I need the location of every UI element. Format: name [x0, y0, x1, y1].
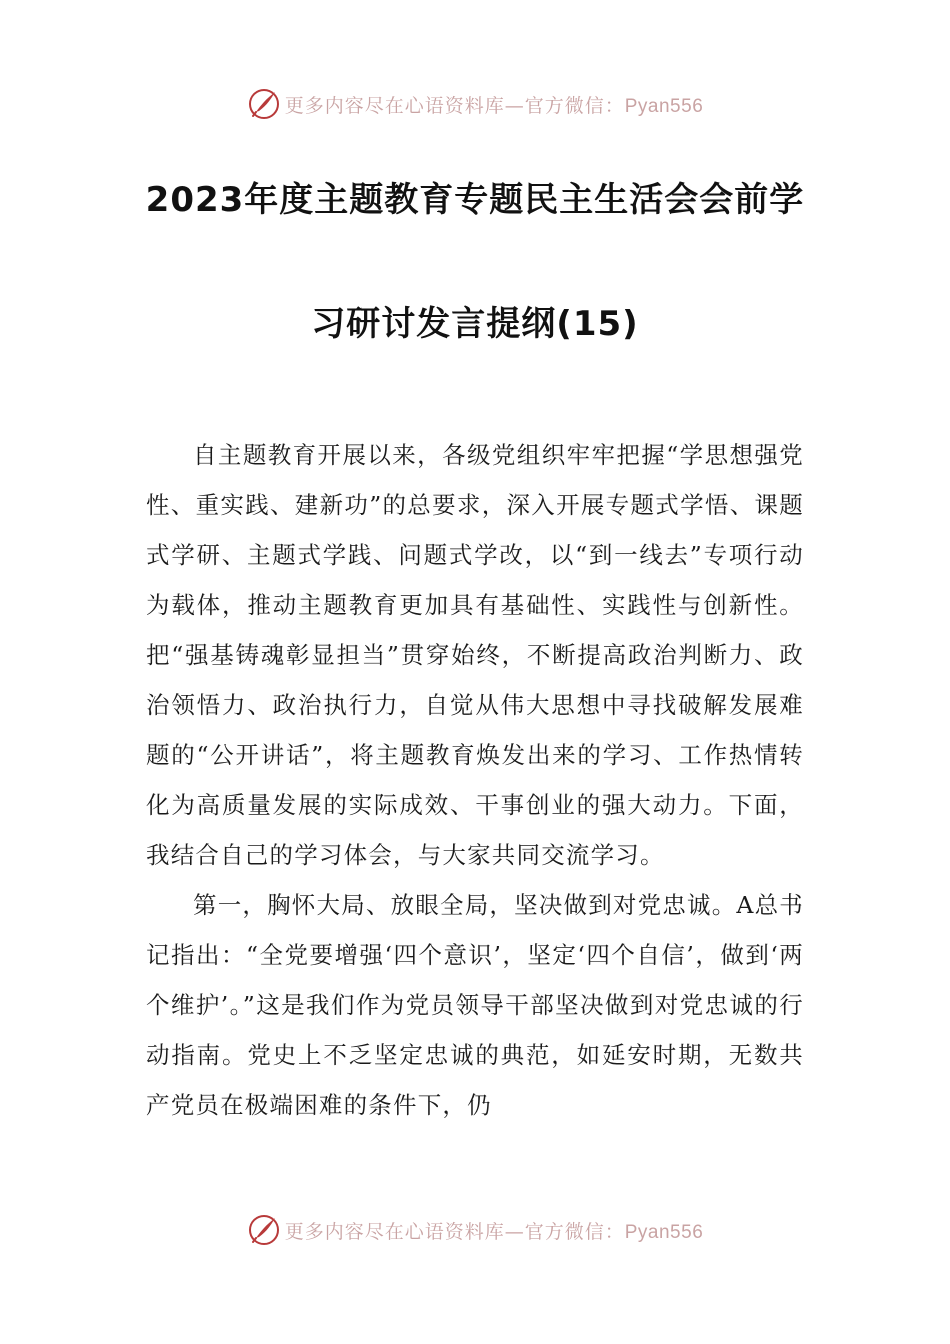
feather-pen-logo-icon — [247, 1213, 281, 1247]
footer-banner — [0, 1210, 950, 1250]
banner-text: 更多内容尽在心语资料库—官方微信：Pyan556 — [284, 1220, 704, 1243]
document-title-line-1: 2023年度主题教育专题民主生活会会前学 — [145, 180, 805, 220]
header-banner — [0, 84, 950, 124]
paragraph-first-point: 第一，胸怀大局、放眼全局，坚决做到对党忠诚。A总书记指出：“全党要增强‘四个意识’，坚定‘四个自信’，做到‘两个维护’。”这是我们作为党员领导干部坚决做到对党忠诚的行动指南。党史上不乏坚定忠诚的典范，如延安时期，无数共产党员在极端困难的条件下，仍 — [146, 891, 804, 1119]
document-title-line-2: 习研讨发言提纲(15) — [311, 304, 639, 344]
paragraph-intro: 自主题教育开展以来，各级党组织牢牢把握“学思想强党性、重实践、建新功”的总要求，深入开展专题式学悟、课题式学研、主题式学践、问题式学改，以“到一线去”专项行动为载体，推动主题教育更加具有基础性、实践性与创新性。把“强基铸魂彰显担当”贯穿始终，不断提高政治判断力、政治领悟力、政治执行力，自觉从伟大思想中寻找破解发展难题的“公开讲话”，将主题教育焕发出来的学习、工作热情转化为高质量发展的实际成效、干事创业的强大动力。下面，我结合自己的学习体会，与大家共同交流学习。 — [146, 441, 804, 869]
document-body — [146, 430, 804, 1130]
wechat-id: Pyan556 — [624, 1221, 704, 1243]
banner-text: 更多内容尽在心语资料库—官方微信：Pyan556 — [284, 94, 704, 117]
feather-pen-logo-icon — [247, 87, 281, 121]
wechat-id: Pyan556 — [624, 95, 704, 117]
